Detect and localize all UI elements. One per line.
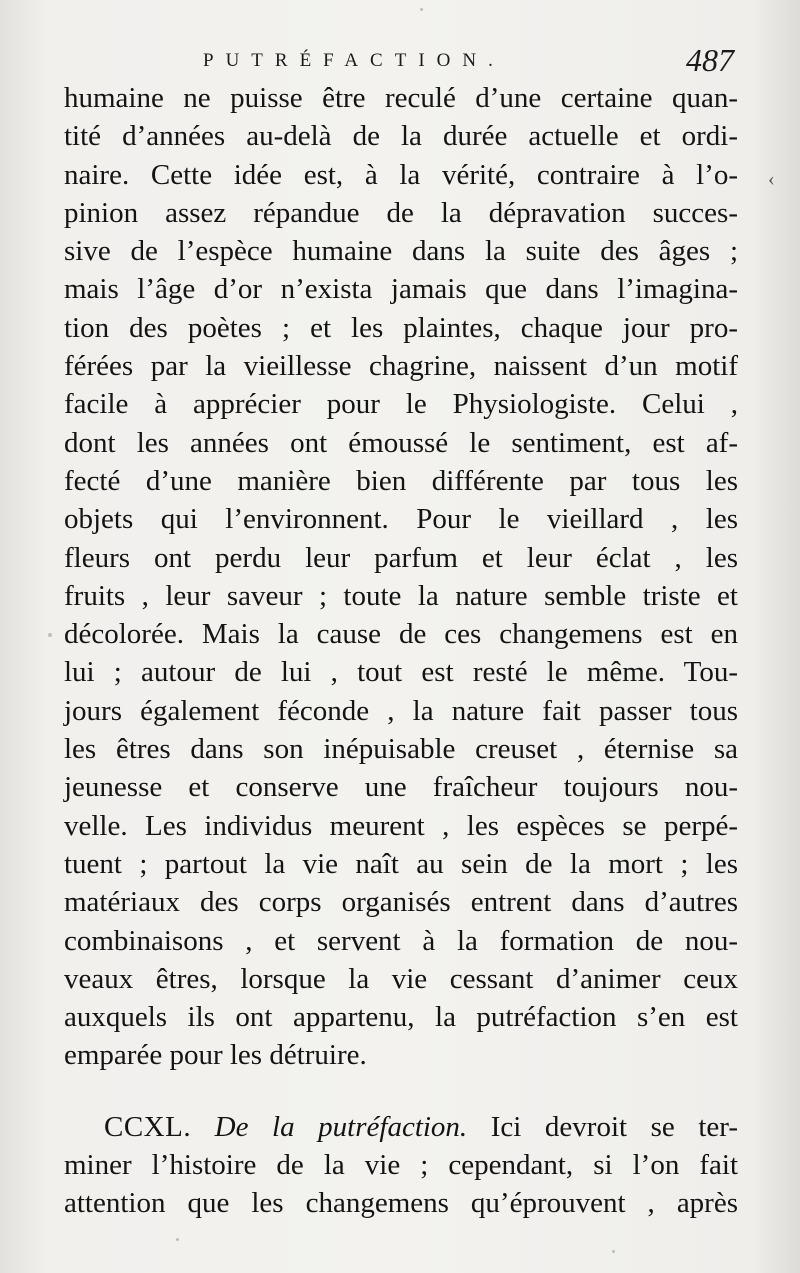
text-line: objets qui l’environnent. Pour le vieillard , les (64, 503, 738, 536)
running-head: PUTRÉFACTION. (203, 50, 505, 71)
text-line: pinion assez répandue de la dépravation succes- (64, 196, 738, 229)
page-number: 487 (686, 42, 734, 78)
text-line: décolorée. Mais la cause de ces changemens est en (64, 618, 738, 651)
text-line: emparée pour les détruire. (64, 1039, 367, 1072)
text-fragment: Ici devroit se ter- (490, 1110, 739, 1143)
text-line: dont les années ont émoussé le sentiment, est af- (64, 426, 738, 459)
paragraph (64, 79, 738, 1075)
text-line: lui ; autour de lui , tout est resté le même. Tou- (64, 656, 738, 689)
text-line: mais l’âge d’or n’exista jamais que dans l’imagina- (64, 273, 738, 306)
text-line: férées par la vieillesse chagrine, naissent d’un motif (64, 350, 738, 383)
text-line: facile à apprécier pour le Physiologiste. Celui , (64, 388, 738, 421)
text-line: fruits , leur saveur ; toute la nature semble triste et (64, 579, 738, 612)
text-line: combinaisons , et servent à la formation de nou- (64, 924, 738, 957)
section-title: De la putréfaction. (214, 1110, 468, 1143)
text-line: naire. Cette idée est, à la vérité, contraire à l’o- (64, 158, 738, 191)
paper-speck (176, 1238, 179, 1241)
margin-mark: ‹ (768, 168, 775, 190)
text-line: velle. Les individus meurent , les espèces se perpé- (64, 809, 738, 842)
paper-speck (612, 1250, 615, 1253)
text-line: attention que les changemens qu’éprouvent , après (64, 1187, 738, 1220)
text-line: veaux êtres, lorsque la vie cessant d’animer ceux (64, 962, 738, 995)
text-line: auxquels ils ont appartenu, la putréfaction s’en est (64, 1001, 738, 1034)
text-line: tité d’années au-delà de la durée actuelle et ordi- (64, 120, 738, 153)
text-line: miner l’histoire de la vie ; cependant, si l’on fait (64, 1149, 738, 1182)
section-heading-line (64, 1108, 738, 1146)
text-line: jeunesse et conserve une fraîcheur toujours nou- (64, 771, 738, 804)
text-line: matériaux des corps organisés entrent dans d’autres (64, 886, 738, 919)
body-text (64, 79, 738, 1223)
section-number: CCXL. (104, 1110, 192, 1143)
text-line: fleurs ont perdu leur parfum et leur éclat , les (64, 541, 738, 574)
text-line: fecté d’une manière bien différente par tous les (64, 464, 738, 497)
paragraph-gap (64, 1075, 738, 1108)
section-ccxl (64, 1108, 738, 1223)
text-line: jours également féconde , la nature fait passer tous (64, 694, 738, 727)
paper-speck (420, 8, 423, 11)
text-line: sive de l’espèce humaine dans la suite des âges ; (64, 235, 738, 268)
text-line: humaine ne puisse être reculé d’une certaine quan- (64, 82, 738, 114)
paper-speck (48, 633, 52, 637)
text-line: les êtres dans son inépuisable creuset , éternise sa (64, 733, 738, 766)
text-line: tuent ; partout la vie naît au sein de la mort ; les (64, 847, 738, 880)
text-line: tion des poètes ; et les plaintes, chaque jour pro- (64, 311, 738, 344)
